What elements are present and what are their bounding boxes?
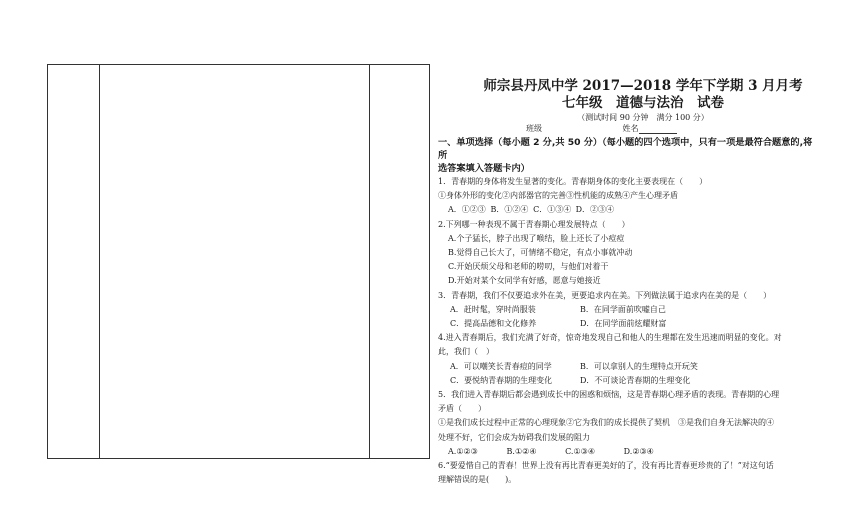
question-3-options-row [438, 303, 818, 317]
option-d: D.②③④ [623, 446, 654, 456]
question-2-option-a: A.个子猛长，脖子出现了喉结，脸上还长了小痘痘 [448, 233, 625, 243]
question-3-stem: 3．青春期，我们不仅要追求外在美，更要追求内在美。下列做法属于追求内在美的是（ ） [438, 290, 772, 300]
option-c: C．要悦纳青春期的生理变化 [450, 375, 553, 385]
class-label: 班级 [526, 124, 542, 133]
name-blank [639, 125, 677, 134]
option-d: D．不可谈论青春期的生理变化 [580, 375, 691, 385]
question-5-items: 处理不好，它们会成为妨碍我们发展的阻力 [438, 432, 590, 442]
option-a: A．赶时髦，穿时尚服装 [450, 304, 536, 314]
student-info-row [438, 123, 818, 134]
option-c: C．①③④ [533, 205, 572, 215]
option-a: A.①②③ [448, 446, 478, 456]
margin-column-line [369, 64, 370, 459]
section-heading [438, 136, 818, 175]
question-5-stem: 5．我们进入青春期后都会遇到成长中的困惑和烦恼，这是青春期心理矛盾的表现。青春期的心理 [438, 390, 780, 400]
exam-title: 师宗县丹凤中学 2017—2018 学年下学期 3 月月考 [483, 78, 803, 94]
question-5-options [438, 445, 818, 459]
option-c: C．提高品德和文化修养 [450, 319, 537, 329]
question-5-stem: 矛盾（ ） [438, 404, 486, 414]
option-d: D．②③④ [575, 205, 615, 215]
option-b: B．①②④ [490, 205, 529, 215]
margin-column-line [429, 64, 430, 459]
margin-bottom-border [47, 458, 430, 459]
exam-info: （测试时间 90 分钟 满分 100 分） [577, 113, 709, 122]
question-4-options-row [438, 360, 818, 374]
margin-column-line [99, 64, 100, 459]
option-a: A．可以嘲笑长青春痘的同学 [450, 361, 552, 371]
question-1-stem: 1．青春期的身体将发生显著的变化。青春期身体的变化主要表现在（ ） [438, 177, 708, 186]
option-b: B.①②④ [506, 446, 537, 456]
margin-column-line [47, 64, 48, 459]
question-2-stem: 2.下列哪一种表现不属于青春期心理发展特点（ ） [438, 219, 630, 229]
question-1-items: ①身体外形的变化②内部器官的完善③性机能的成熟④产生心理矛盾 [438, 191, 678, 201]
option-b: B．在同学面前吹嘘自己 [580, 304, 666, 314]
section-heading-line: 选答案填入答题卡内） [438, 163, 530, 174]
option-c: C.①③④ [565, 446, 595, 456]
name-label: 姓名 [622, 124, 639, 133]
margin-top-border [47, 64, 430, 65]
question-4-stem: 此，我们（ ） [438, 347, 494, 357]
question-5-items: ①是我们成长过程中正常的心理现象②它为我们的成长提供了契机 ③是我们自身无法解决的④ [438, 418, 774, 428]
question-2-option-c: C.开始厌烦父母和老师的唠叨，与他们对着干 [448, 262, 609, 272]
question-6-stem: 理解错误的是( )。 [438, 475, 517, 485]
binding-margin-table [47, 64, 430, 459]
option-d: D．在同学面前炫耀财富 [580, 319, 667, 329]
question-4-options-row [438, 374, 818, 388]
question-2-option-b: B.觉得自己长大了，可情绪不稳定，有点小事就冲动 [448, 248, 633, 258]
question-4-stem: 4.进入青春期后，我们充满了好奇，惊奇地发现自己和他人的生理都在发生迅速而明显的变化。对 [438, 333, 782, 343]
question-1-options [438, 203, 818, 217]
section-heading-line: 一、单项选择（每小题 2 分,共 50 分）（每小题的四个选项中，只有一项是最符合题意的,将所 [438, 137, 813, 161]
option-b: B．可以拿别人的生理特点开玩笑 [580, 361, 698, 371]
exam-paper [438, 78, 818, 487]
question-3-options-row [438, 317, 818, 331]
exam-subtitle: 七年级 道德与法治 试卷 [562, 95, 724, 111]
question-6-stem: 6.“要爱惜自己的青春！世界上没有再比青春更美好的了，没有再比青春更珍贵的了！”对这句话 [438, 461, 774, 471]
option-a: A．①②③ [448, 205, 486, 215]
question-2-option-d: D.开始对某个女同学有好感，愿意与她接近 [448, 276, 601, 286]
